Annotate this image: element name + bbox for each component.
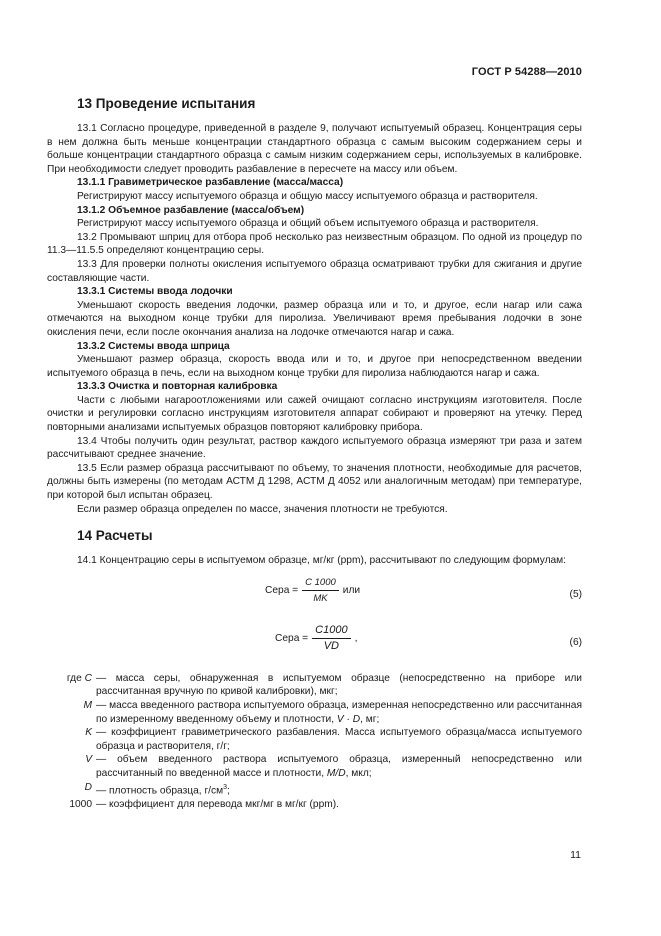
section-14-title: 14 Расчеты xyxy=(77,528,153,544)
para-13-5-b: Если размер образца определен по массе, значения плотности не требуются. xyxy=(77,503,448,515)
definition-1000 xyxy=(47,798,582,812)
definition-m-symbol: M xyxy=(83,700,92,711)
heading-13-3-2: 13.3.2 Системы ввода шприца xyxy=(77,340,230,352)
definition-c-symbol: где C xyxy=(66,672,92,684)
definition-1000-text: — коэффициент для перевода мкг/мг в мг/кг (ppm). xyxy=(96,798,339,810)
formula-6-numerator: C1000 xyxy=(312,624,350,640)
definition-d xyxy=(47,781,582,798)
heading-13-3-3: 13.3.3 Очистка и повторная калибровка xyxy=(77,381,278,393)
definition-v-text: — объем введенного раствора испытуемого образца, измеренный непосредственно или рассчитанный по введенной массе и плотности, M/D, мкл; xyxy=(96,754,582,779)
variable-definitions xyxy=(47,672,582,811)
para-13-5: 13.5 Если размер образца рассчитывают по объему, то значения плотности, необходимые для расчетов, должны быть измерены (по методам АСТМ Д 1298, АСТМ Д 4052 или аналогичным методам) при температуре, при которой был испытан образец. xyxy=(47,462,582,502)
para-13-3-2: Уменьшают размер образца, скорость ввода или и то, и другое при непосредственном введении испытуемого образца в печь, если на выходном конце трубки для пиролиза наблюдаются нагар и сажа. xyxy=(47,354,582,379)
para-13-1-2: Регистрируют массу испытуемого образца и общий объем испытуемого образца и растворителя. xyxy=(77,218,539,230)
para-13-4: 13.4 Чтобы получить один результат, раствор каждого испытуемого образца измеряют три раза и затем рассчитывают среднее значение. xyxy=(47,435,582,461)
formula-6-lhs: Сера = xyxy=(275,633,309,645)
definition-1000-symbol: 1000 xyxy=(69,798,92,810)
definition-m xyxy=(47,699,582,726)
para-14-1: 14.1 Концентрацию серы в испытуемом образце, мг/кг (ppm), рассчитывают по следующим формулам: xyxy=(77,555,567,567)
formula-6-fraction xyxy=(312,624,350,654)
para-13-3-1: Уменьшают скорость введения лодочки, размер образца или и то, и другое, если нагар или сажа отмечаются на выходном конце трубки для пиролиза. Увеличивают время пребывания лодочки в зоне окисления печи, если после окончания анализа на лодочке отмечаются нагар и сажа. xyxy=(47,299,582,338)
para-13-1: 13.1 Согласно процедуре, приведенной в разделе 9, получают испытуемый образец. Концентрация серы в нем должна быть меньше концентрации стандартного образца с самым высоким содержанием серы и больше концентрации стандартного образца с самым низким содержанием серы, используемых в калибровке. При необходимости следует проводить разбавление в пересчете на массу или объем. xyxy=(47,123,582,175)
definition-v xyxy=(47,753,582,780)
formula-5-numerator: C 1000 xyxy=(302,576,339,592)
definition-k-symbol: K xyxy=(85,727,92,739)
heading-13-1-2: 13.1.2 Объемное разбавление (масса/объем) xyxy=(77,204,305,216)
section-13-title: 13 Проведение испытания xyxy=(77,96,256,111)
definition-c xyxy=(47,672,582,699)
formula-5-fraction xyxy=(302,576,339,606)
formula-5-number: (5) xyxy=(569,588,582,600)
formula-5-tail: или xyxy=(342,585,361,597)
para-13-1-1: Регистрируют массу испытуемого образца и общую массу испытуемого образца и растворителя. xyxy=(77,190,538,202)
heading-13-1-1: 13.1.1 Гравиметрическое разбавление (масса/масса) xyxy=(77,177,344,189)
definition-v-symbol: V xyxy=(85,754,92,766)
page-number: 11 xyxy=(570,849,581,861)
formula-5 xyxy=(47,568,582,616)
definition-d-symbol: D xyxy=(84,781,92,793)
formula-6-number: (6) xyxy=(569,636,582,648)
formula-6-denominator: VD xyxy=(323,640,339,653)
definition-c-text: — масса серы, обнаруженная в испытуемом образце (непосредственно на приборе или рассчитанная вручную по кривой калибровки), мкг; xyxy=(96,672,582,698)
formula-6 xyxy=(47,616,582,664)
formula-6-tail: , xyxy=(354,633,358,645)
page-body xyxy=(47,96,582,811)
definition-d-text: — плотность образца, $г/см^3$; xyxy=(96,783,230,796)
definition-k-text: — коэффициент гравиметрического разбавления. Масса испытуемого образца/масса испытуемого образца и растворителя, г/г; xyxy=(96,727,582,752)
heading-13-3-1: 13.3.1 Системы ввода лодочки xyxy=(77,286,233,298)
document-code: ГОСТ Р 54288—2010 xyxy=(471,66,582,78)
para-13-3: 13.3 Для проверки полноты окисления испытуемого образца осматривают трубки для сжигания и другие составляющие части. xyxy=(47,258,582,284)
formula-5-denominator: MK xyxy=(313,593,328,605)
para-13-2: 13.2 Промывают шприц для отбора проб несколько раз неизвестным образцом. По одной из процедур по 11.3—11.5.5 определяют концентрацию серы. xyxy=(47,231,582,257)
definition-m-text: — масса введенного раствора испытуемого образца, измеренная непосредственно или рассчитанная по измеренному введенному объему и плотности, V · D, мг; xyxy=(96,700,582,725)
para-13-3-3: Части с любыми нагароотложениями или сажей очищают согласно инструкциям изготовителя. После очистки и регулировки согласно инструкциям изготовителя аппарат собирают и проверяют на утечку. Перед повторными анализами испытуемых образцов повторяют калибровку прибора. xyxy=(47,394,582,434)
formula-5-lhs: Сера = xyxy=(265,585,299,597)
definition-k xyxy=(47,726,582,753)
